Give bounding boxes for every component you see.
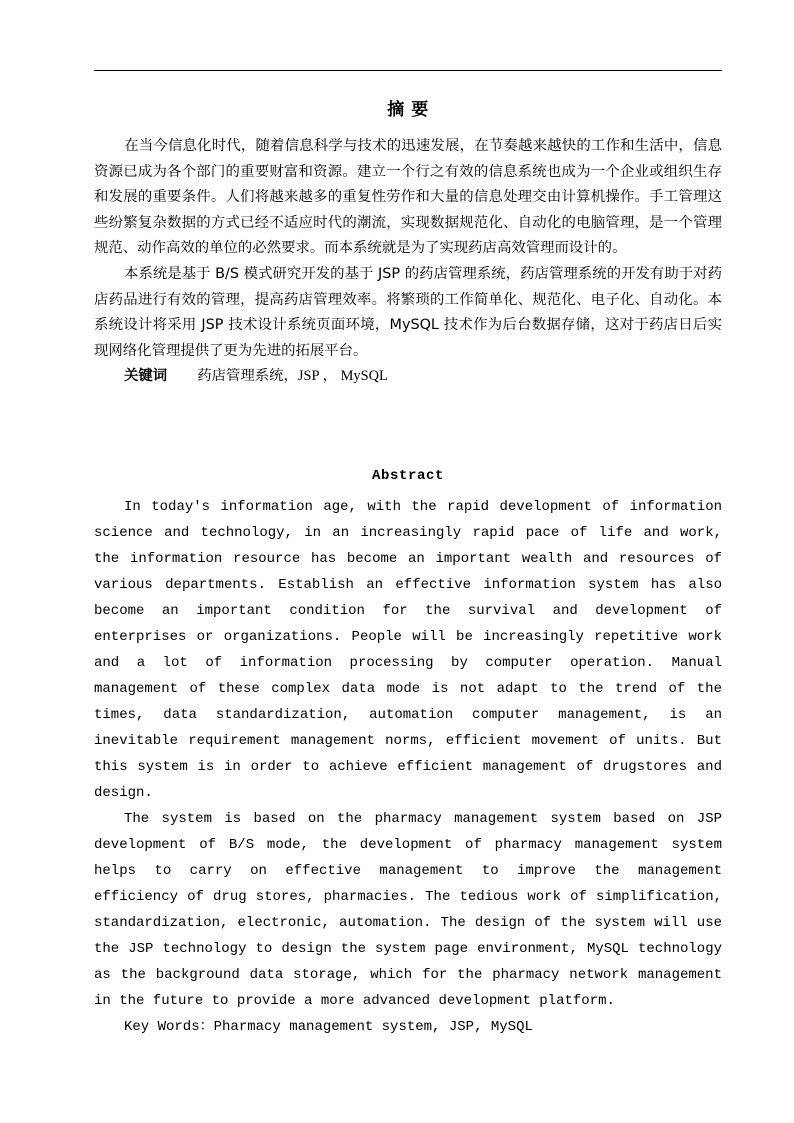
chinese-abstract-paragraph [94, 262, 722, 364]
english-keywords-label: Key Words： [124, 1018, 214, 1035]
section-spacer [94, 390, 722, 464]
paragraph-text: The system is based on the pharmacy management system based on JSP development of B/S mode, the development of pharmacy management system helps to carry on effective management to improve the management efficiency of drug stores, pharmacies. The tedious work of simplification, standardization, electronic, automation. The design of the system will use the JSP technology to design the system page environment, MySQL technology as the background data storage, which for the pharmacy network management in the future to provide a more advanced development platform. [94, 810, 722, 1009]
chinese-keywords-line [94, 364, 722, 390]
paragraph-text: In today's information age, with the rapid development of information science and technology, in an increasingly rapid pace of life and work, the information resource has become an important wealth and resources of various departments. Establish an effective information system has also become an important condition for the survival and development of enterprises or organizations. People will be increasingly repetitive work and a lot of information processing by computer operation. Manual management of these complex data mode is not adapt to the trend of the times, data standardization, automation computer management, is an inevitable requirement management norms, efficient movement of units. But this system is in order to achieve efficient management of drugstores and design. [94, 498, 722, 801]
paragraph-text: 在当今信息化时代，随着信息科学与技术的迅速发展，在节奏越来越快的工作和生活中，信息资源已成为各个部门的重要财富和资源。建立一个行之有效的信息系统也成为一个企业或组织生存和发展的重要条件。人们将越来越多的重复性劳作和大量的信息处理交由计算机操作。手工管理这些纷繁复杂数据的方式已经不适应时代的潮流，实现数据规范化、自动化的电脑管理，是一个管理规范、动作高效的单位的必然要求。而本系统就是为了实现药店高效管理而设计的。 [94, 138, 722, 257]
chinese-abstract-paragraph [94, 134, 722, 262]
paragraph-text: 本系统是基于 B/S 模式研究开发的基于 JSP 的药店管理系统，药店管理系统的开发有助于对药店药品进行有效的管理，提高药店管理效率。将繁琐的工作简单化、规范化、电子化、自动化。本系统设计将采用 JSP 技术设计系统页面环境，MySQL 技术作为后台数据存储，这对于药店日后实现网络化管理提供了更为先进的拓展平台。 [94, 265, 722, 359]
header-rule [94, 70, 722, 71]
document-content [94, 96, 722, 1040]
english-abstract-paragraph [94, 494, 722, 806]
english-keywords-value: Pharmacy management system, JSP, MySQL [213, 1018, 533, 1035]
chinese-keywords-value: 药店管理系统，JSP ， MySQL [197, 368, 388, 385]
english-abstract-paragraph [94, 806, 722, 1014]
chinese-abstract-title: 摘 要 [387, 100, 429, 120]
english-keywords-line [94, 1014, 722, 1040]
english-abstract-title: Abstract [371, 467, 444, 484]
chinese-keywords-label: 关键词 [124, 368, 168, 385]
